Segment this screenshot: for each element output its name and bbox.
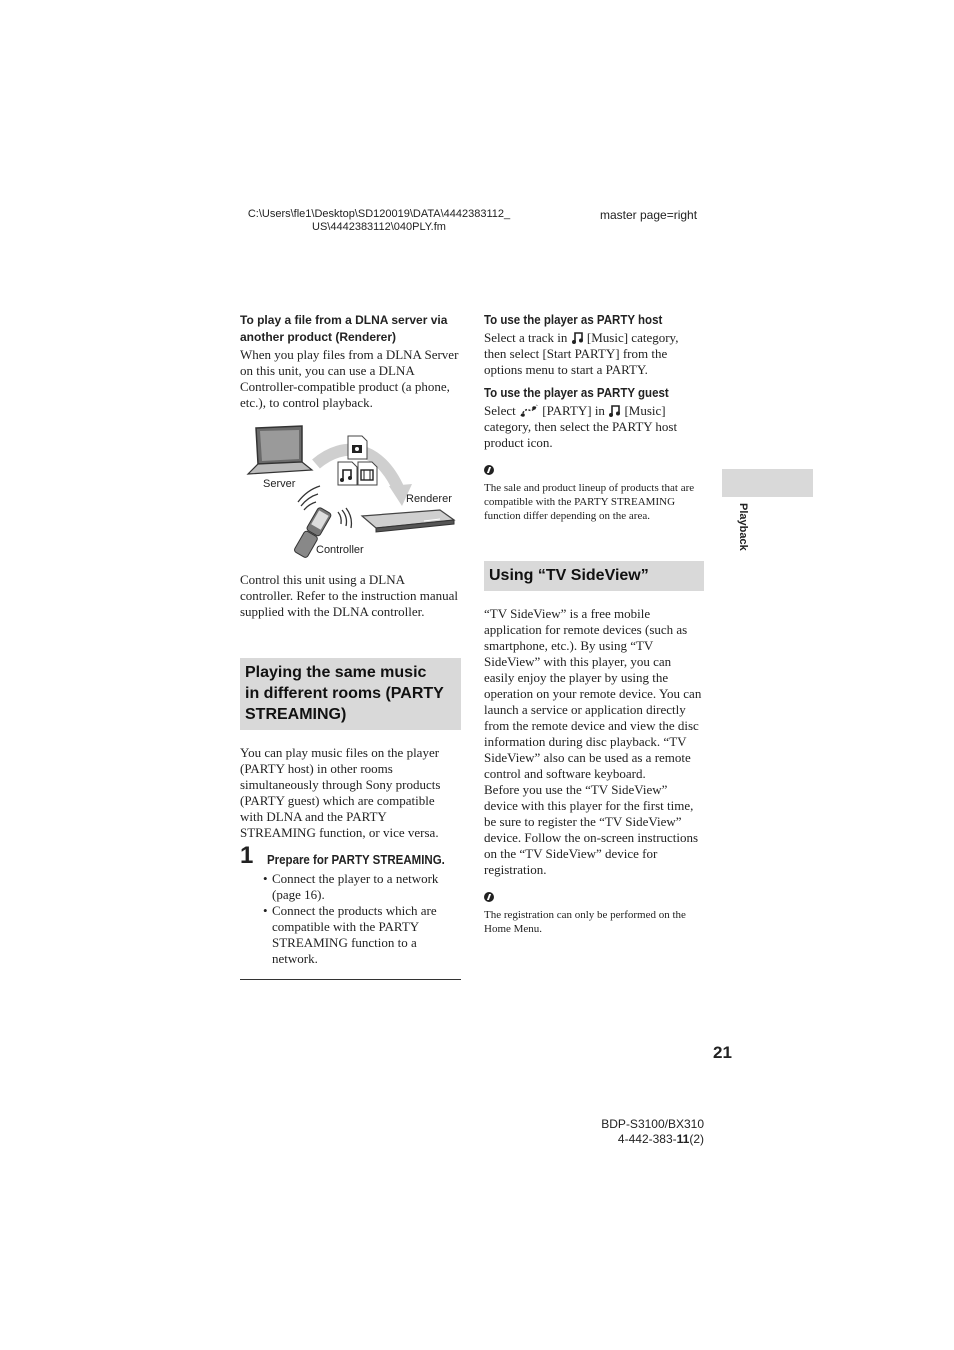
step-bullets: [263, 871, 459, 967]
controller-label: Controller: [316, 544, 364, 556]
party-body: You can play music files on the player (PARTY host) in other rooms simultaneously through Sony products (PARTY guest) which are compatible with DLNA and the PARTY STREAMING function, or vice versa.: [240, 745, 441, 840]
sideview-content: [484, 606, 704, 936]
sideview-body-2: Before you use the “TV SideView” device with this player for the first time, be sure to register the “TV SideView” device. Follow the on-screen instructions on the “TV SideView” device for registration.: [484, 782, 699, 877]
renderer-label: Renderer: [406, 493, 452, 505]
part-code-prefix: 4-442-383-: [617, 1132, 677, 1146]
guest-heading: To use the player as PARTY guest: [484, 386, 669, 400]
laptop-icon: [248, 426, 312, 474]
host-body-start: Select a track in: [484, 330, 568, 345]
section-end-rule: [240, 979, 461, 980]
left-column: [240, 312, 460, 411]
note-1: [484, 463, 704, 523]
part-code: [560, 1132, 704, 1147]
party-section-title: Playing the same music in different rooms (PARTY STREAMING): [245, 664, 444, 723]
chapter-tab-label: Playback: [737, 503, 749, 551]
music-icon: [571, 331, 584, 344]
page-number: 21: [713, 1043, 732, 1062]
guest-body-end: [Music] category, then select the PARTY host product icon.: [484, 403, 678, 450]
renderer-body: When you play files from a DLNA Server on this unit, you can use a DLNA Controller-compatible product (a phone, etc.), to control playback.: [240, 347, 459, 410]
party-intro: [240, 745, 460, 841]
renderer-heading: To play a file from a DLNA server via another product (Renderer): [240, 313, 448, 344]
step-title: Prepare for PARTY STREAMING.: [267, 853, 445, 867]
sideview-section-band: [484, 561, 704, 591]
dlna-diagram: [244, 420, 460, 565]
bullet-item: • Connect the products which are compatible with the PARTY STREAMING function to a network.: [263, 903, 459, 967]
guest-body: [484, 403, 704, 451]
party-section-band: [240, 658, 461, 730]
bullet-item: • Connect the player to a network (page 16).: [263, 871, 459, 903]
step-number: 1: [240, 842, 254, 869]
note-2: [484, 890, 704, 936]
model-number: BDP-S3100/BX310: [601, 1117, 704, 1131]
left-column-lower: [240, 572, 460, 620]
note-2-text: The registration can only be performed on the Home Menu.: [484, 909, 686, 935]
file-path-line-1: C:\Users\fle1\Desktop\SD120019\DATA\4442383112_: [247, 208, 511, 220]
file-path: [243, 208, 515, 234]
note-1-text: The sale and product lineup of products that are compatible with the PARTY STREAMING function differ depending on the area.: [484, 482, 695, 522]
right-column: [484, 312, 704, 523]
host-heading: To use the player as PARTY host: [484, 313, 663, 327]
guest-body-mid: [PARTY] in: [542, 403, 605, 418]
part-code-bold: 11: [676, 1132, 690, 1146]
guest-body-start: Select: [484, 403, 516, 418]
chapter-tab: [722, 469, 813, 497]
part-code-suffix: (2): [689, 1132, 704, 1146]
file-path-line-2: US\4442383112\040PLY.fm: [312, 221, 446, 233]
control-body: Control this unit using a DLNA controller. Refer to the instruction manual supplied with the DLNA controller.: [240, 572, 459, 619]
server-label: Server: [263, 478, 296, 490]
sideview-section-title: Using “TV SideView”: [489, 567, 649, 584]
party-icon: [519, 404, 539, 417]
video-file-icon: [358, 462, 377, 485]
master-page-label: master page=right: [600, 208, 698, 222]
model-info: [560, 1117, 704, 1147]
music-icon: [608, 404, 621, 417]
music-file-icon: [338, 462, 357, 485]
bluray-player-icon: [362, 510, 454, 532]
tip-icon: [484, 465, 494, 475]
tip-icon: [484, 892, 494, 902]
sideview-body-1: “TV SideView” is a free mobile application for remote devices (such as smartphone, etc.). By using “TV SideView” with this player, you can easily enjoy the player by using the operation on your remote device. You can launch a service or application directly from the remote device and view the disc information during disc playback. “TV SideView” also can be used as a remote control and software keyboard.: [484, 606, 702, 781]
host-body: [484, 330, 704, 378]
host-body-end: [Music] category, then select [Start PARTY] from the options menu to start a PARTY.: [484, 330, 679, 377]
photo-file-icon: [348, 436, 367, 459]
